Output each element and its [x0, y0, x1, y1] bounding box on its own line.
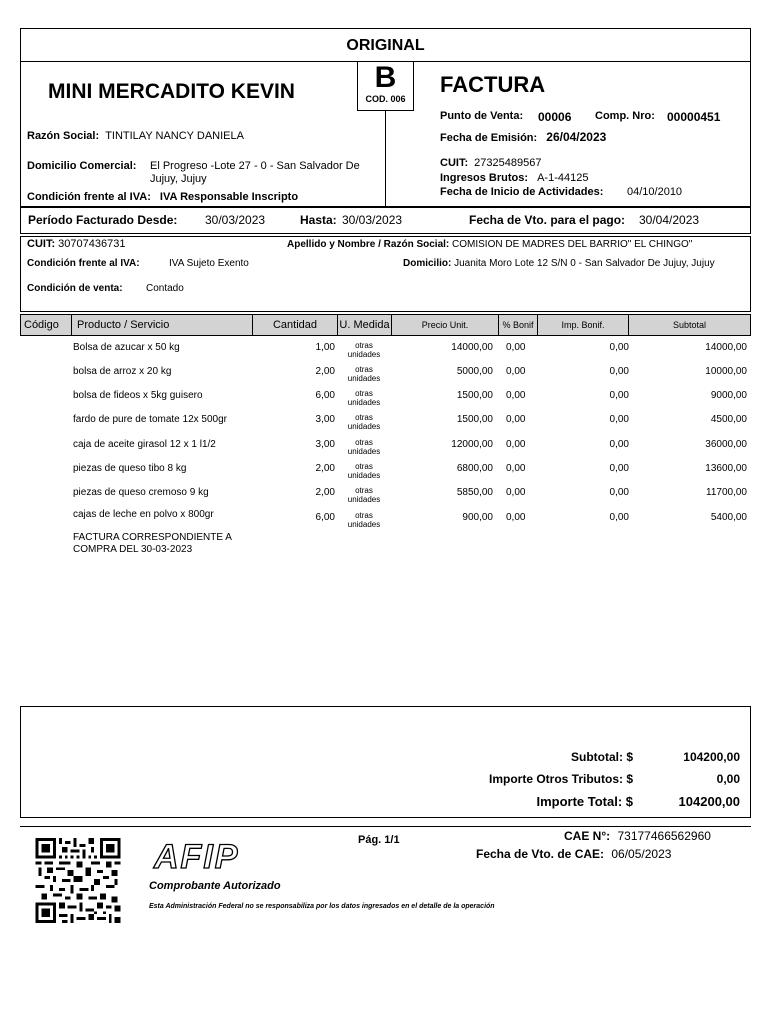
page-number: Pág. 1/1 — [358, 834, 400, 846]
row-product: fardo de pure de tomate 12x 500gr — [73, 414, 227, 425]
comp-nro-label: Comp. Nro: — [595, 110, 655, 122]
row-bonif-pct: 0,00 — [506, 390, 526, 401]
iva-row — [27, 191, 298, 203]
row-bonif-imp: 0,00 — [609, 439, 629, 450]
total-value: 104200,00 — [678, 794, 740, 809]
otros-tributos-value: 0,00 — [716, 772, 740, 786]
row-subtotal: 10000,00 — [705, 366, 747, 377]
row-unit-2: unidades — [347, 422, 381, 431]
row-unit-2: unidades — [347, 350, 381, 359]
row-price: 1500,00 — [456, 390, 493, 401]
col-unidad: U. Medida — [338, 315, 392, 335]
row-unit-2: unidades — [347, 520, 381, 529]
row-product: caja de aceite girasol 12 x 1 l1/2 — [73, 439, 216, 450]
client-cuit-label: CUIT: — [27, 238, 56, 250]
row-product: Bolsa de azucar x 50 kg — [73, 342, 180, 353]
table-row — [20, 366, 751, 390]
comp-nro-value: 00000451 — [667, 110, 721, 124]
domicilio-value — [150, 160, 360, 186]
row-qty: 6,00 — [315, 390, 335, 401]
row-qty: 3,00 — [315, 414, 335, 425]
authorized-label: Comprobante Autorizado — [149, 880, 281, 892]
qr-code[interactable] — [33, 838, 123, 923]
invoice-note-line2: COMPRA DEL 30-03-2023 — [73, 544, 193, 555]
row-product: bolsa de arroz x 20 kg — [73, 366, 172, 377]
subtotal-label: Subtotal: $ — [571, 750, 633, 764]
row-unit — [338, 511, 390, 529]
row-unit-2: unidades — [347, 374, 381, 383]
row-bonif-imp: 0,00 — [609, 366, 629, 377]
row-unit-2: unidades — [347, 471, 381, 480]
inicio-act-value: 04/10/2010 — [627, 186, 683, 198]
invoice-note-line1: FACTURA CORRESPONDIENTE A — [73, 532, 232, 543]
col-subtotal: Subtotal — [672, 320, 707, 330]
row-bonif-pct: 0,00 — [506, 366, 526, 377]
table-row — [20, 414, 751, 438]
iva-label: Condición frente al IVA: — [27, 191, 151, 203]
row-unit-1: otras — [355, 413, 373, 422]
row-qty: 2,00 — [315, 366, 335, 377]
client-venta-value: Contado — [146, 283, 184, 294]
row-unit-1: otras — [355, 341, 373, 350]
cae-row — [564, 829, 711, 843]
row-bonif-pct: 0,00 — [506, 414, 526, 425]
row-subtotal: 11700,00 — [706, 487, 747, 498]
row-price: 6800,00 — [456, 463, 493, 474]
col-bonif-pct: % Bonif — [499, 315, 538, 335]
row-bonif-imp: 0,00 — [609, 390, 629, 401]
row-unit-1: otras — [355, 462, 373, 471]
col-cantidad: Cantidad — [253, 315, 338, 335]
domicilio-line2: Jujuy, Jujuy — [150, 173, 207, 185]
client-iva-value: IVA Sujeto Exento — [169, 258, 249, 269]
row-unit — [338, 341, 390, 359]
client-iva-label: Condición frente al IVA: — [27, 258, 140, 269]
row-bonif-imp: 0,00 — [609, 342, 629, 353]
client-cuit-row — [27, 238, 125, 250]
row-bonif-pct: 0,00 — [506, 342, 526, 353]
domicilio-label: Domicilio Comercial: — [27, 160, 137, 172]
doc-type: FACTURA — [440, 72, 546, 97]
row-price: 900,00 — [462, 512, 493, 523]
row-unit — [338, 462, 390, 480]
inicio-act-label: Fecha de Inicio de Actividades: — [440, 186, 604, 198]
row-unit — [338, 389, 390, 407]
otros-tributos-label: Importe Otros Tributos: $ — [488, 772, 633, 786]
ingresos-row — [440, 172, 588, 184]
row-bonif-imp: 0,00 — [609, 512, 629, 523]
invoice-letter: B — [374, 61, 397, 94]
col-bonif-imp: Imp. Bonif. — [538, 315, 629, 335]
ingresos-value: A-1-44125 — [537, 172, 589, 184]
razon-social-row — [27, 130, 244, 142]
row-subtotal: 13600,00 — [705, 463, 747, 474]
row-qty: 1,00 — [315, 342, 335, 353]
row-subtotal: 9000,00 — [710, 390, 747, 401]
row-unit — [338, 486, 390, 504]
row-unit-2: unidades — [347, 495, 381, 504]
client-nombre-value: COMISION DE MADRES DEL BARRIO" EL CHINGO" — [452, 239, 693, 250]
afip-logo — [150, 840, 264, 872]
row-unit-2: unidades — [347, 447, 381, 456]
row-bonif-imp: 0,00 — [609, 463, 629, 474]
period-vto-value: 30/04/2023 — [639, 213, 700, 227]
invoice-code: COD. 006 — [365, 94, 406, 104]
subtotal-value: 104200,00 — [683, 750, 740, 764]
client-nombre-label: Apellido y Nombre / Razón Social: — [287, 239, 450, 250]
table-row — [20, 463, 751, 487]
row-subtotal: 36000,00 — [705, 439, 747, 450]
row-unit-1: otras — [355, 511, 373, 520]
row-product: piezas de queso cremoso 9 kg — [73, 487, 209, 498]
totals-box — [20, 706, 751, 818]
client-domicilio-value: Juanita Moro Lote 12 S/N 0 - San Salvador De Jujuy, Jujuy — [454, 258, 715, 269]
total-label: Importe Total: $ — [536, 794, 633, 809]
period-hasta-label: Hasta: — [300, 213, 337, 227]
ingresos-label: Ingresos Brutos: — [440, 172, 529, 184]
row-unit-1: otras — [355, 365, 373, 374]
copy-label: ORIGINAL — [20, 28, 751, 62]
row-qty: 2,00 — [315, 487, 335, 498]
row-bonif-pct: 0,00 — [506, 463, 526, 474]
row-subtotal: 14000,00 — [705, 342, 747, 353]
row-unit-2: unidades — [347, 398, 381, 407]
col-codigo: Código — [21, 315, 72, 335]
row-bonif-pct: 0,00 — [506, 512, 526, 523]
row-subtotal: 5400,00 — [710, 512, 747, 523]
client-domicilio-row — [403, 258, 715, 269]
row-unit — [338, 365, 390, 383]
row-bonif-pct: 0,00 — [506, 487, 526, 498]
cae-vto-label: Fecha de Vto. de CAE: — [476, 847, 605, 861]
row-qty: 2,00 — [315, 463, 335, 474]
row-product: cajas de leche en polvo x 800gr — [73, 509, 214, 520]
row-unit-1: otras — [355, 486, 373, 495]
cuit-row — [440, 157, 541, 169]
fecha-emision-value: 26/04/2023 — [546, 130, 607, 144]
row-unit-1: otras — [355, 389, 373, 398]
row-price: 5000,00 — [456, 366, 493, 377]
punto-venta-value: 00006 — [538, 110, 572, 124]
punto-venta-label: Punto de Venta: — [440, 110, 524, 122]
period-desde-label: Período Facturado Desde: — [28, 213, 178, 227]
row-price: 5850,00 — [456, 487, 493, 498]
row-bonif-pct: 0,00 — [506, 439, 526, 450]
row-bonif-imp: 0,00 — [609, 414, 629, 425]
iva-value: IVA Responsable Inscripto — [159, 191, 299, 203]
razon-social-label: Razón Social: — [27, 130, 100, 142]
cuit-label: CUIT: — [440, 157, 469, 169]
period-vto-label: Fecha de Vto. para el pago: — [469, 213, 626, 227]
domicilio-line1: El Progreso -Lote 27 - 0 - San Salvador De — [150, 160, 360, 172]
period-desde-value: 30/03/2023 — [205, 213, 266, 227]
period-hasta-value: 30/03/2023 — [342, 213, 403, 227]
cae-vto-value: 06/05/2023 — [611, 847, 672, 861]
table-row — [20, 487, 751, 511]
razon-social-value: TINTILAY NANCY DANIELA — [105, 130, 244, 142]
row-unit — [338, 413, 390, 431]
row-price: 12000,00 — [451, 439, 493, 450]
col-precio: Precio Unit. — [392, 315, 499, 335]
row-subtotal: 4500,00 — [710, 414, 747, 425]
table-row — [20, 439, 751, 463]
row-unit — [338, 438, 390, 456]
table-row — [20, 342, 751, 366]
cae-label: CAE N°: — [564, 829, 611, 843]
col-producto: Producto / Servicio — [72, 315, 253, 335]
afip-logo-text: AFIP — [154, 840, 240, 872]
disclaimer: Esta Administración Federal no se responsabiliza por los datos ingresados en el detalle de la operación — [149, 903, 495, 910]
fecha-emision-label: Fecha de Emisión: — [440, 132, 538, 144]
row-bonif-imp: 0,00 — [609, 487, 629, 498]
row-price: 1500,00 — [456, 414, 493, 425]
row-qty: 3,00 — [315, 439, 335, 450]
fecha-emision-row — [440, 130, 606, 144]
cuit-value: 27325489567 — [474, 157, 542, 169]
table-row — [20, 390, 751, 414]
row-unit-1: otras — [355, 438, 373, 447]
row-price: 14000,00 — [451, 342, 493, 353]
items-table-header — [20, 314, 751, 336]
business-name: MINI MERCADITO KEVIN — [48, 80, 295, 103]
client-cuit-value: 30707436731 — [58, 238, 126, 250]
row-product: piezas de queso tibo 8 kg — [73, 463, 187, 474]
cae-value: 73177466562960 — [617, 829, 711, 843]
client-domicilio-label: Domicilio: — [403, 258, 452, 269]
client-nombre-row — [287, 239, 692, 250]
invoice-letter-box — [357, 61, 414, 111]
header-divider — [385, 110, 386, 207]
cae-vto-row — [476, 847, 671, 861]
footer-rule — [20, 826, 751, 827]
invoice-note — [73, 532, 232, 556]
row-qty: 6,00 — [315, 512, 335, 523]
row-product: bolsa de fideos x 5kg guisero — [73, 390, 203, 401]
client-venta-label: Condición de venta: — [27, 283, 123, 294]
